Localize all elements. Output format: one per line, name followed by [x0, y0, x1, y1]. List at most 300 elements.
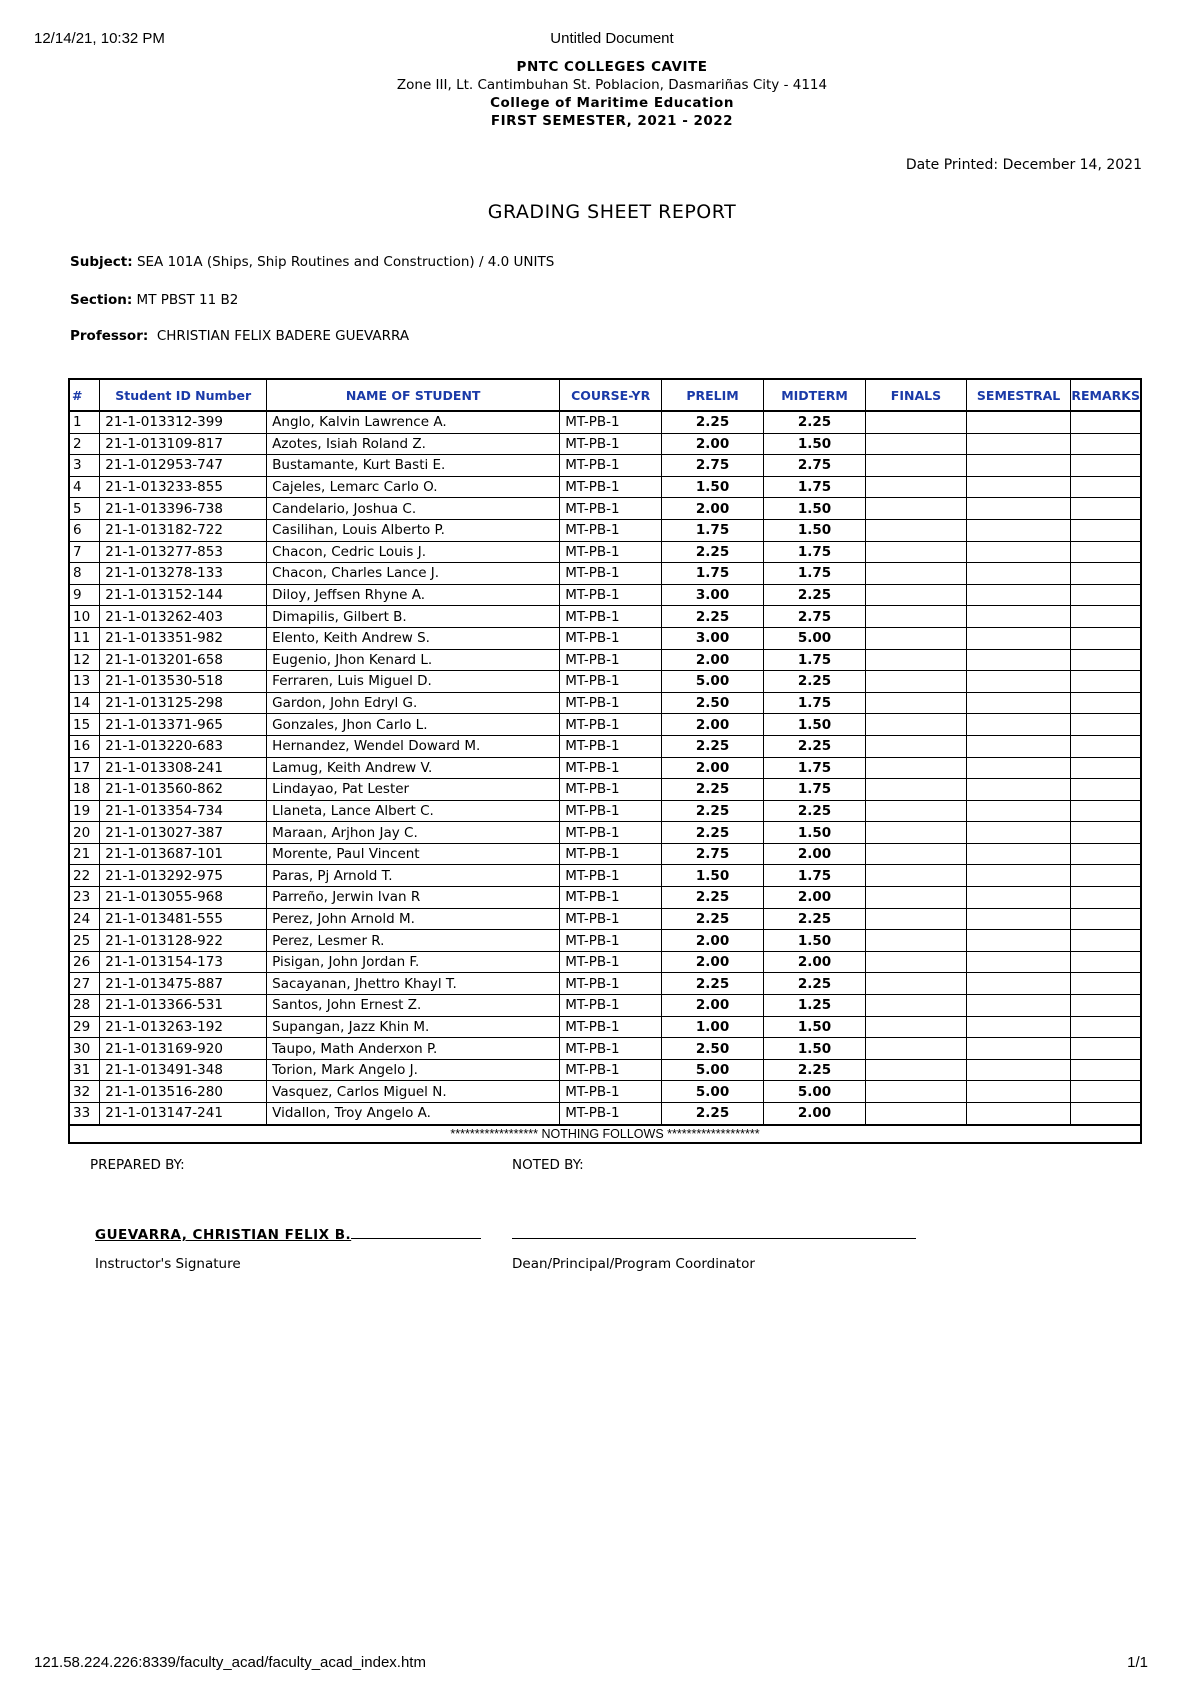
prelim-grade: 2.50 — [662, 692, 764, 714]
semestral-grade — [966, 541, 1070, 563]
nothing-follows-row — [69, 1125, 1141, 1143]
remarks — [1071, 519, 1141, 541]
remarks — [1071, 822, 1141, 844]
student-id: 21-1-013560-862 — [100, 779, 267, 801]
student-name: Maraan, Arjhon Jay C. — [267, 822, 560, 844]
student-name: Cajeles, Lemarc Carlo O. — [267, 476, 560, 498]
course-yr: MT-PB-1 — [560, 951, 662, 973]
row-number: 33 — [69, 1103, 100, 1125]
table-row — [69, 671, 1141, 693]
table-row — [69, 563, 1141, 585]
course-yr: MT-PB-1 — [560, 692, 662, 714]
course-yr: MT-PB-1 — [560, 606, 662, 628]
row-number: 24 — [69, 908, 100, 930]
course-yr: MT-PB-1 — [560, 1059, 662, 1081]
table-row — [69, 930, 1141, 952]
remarks — [1071, 951, 1141, 973]
midterm-grade: 1.75 — [763, 757, 865, 779]
student-id: 21-1-013154-173 — [100, 951, 267, 973]
table-body — [69, 411, 1141, 1125]
remarks — [1071, 1038, 1141, 1060]
semestral-grade — [966, 865, 1070, 887]
student-id: 21-1-013530-518 — [100, 671, 267, 693]
table-row — [69, 865, 1141, 887]
prelim-grade: 2.25 — [662, 606, 764, 628]
student-name: Azotes, Isiah Roland Z. — [267, 433, 560, 455]
midterm-grade: 2.25 — [763, 800, 865, 822]
header-cell: # — [69, 379, 100, 411]
midterm-grade: 2.75 — [763, 455, 865, 477]
semestral-grade — [966, 563, 1070, 585]
student-name: Pisigan, John Jordan F. — [267, 951, 560, 973]
prelim-grade: 2.00 — [662, 498, 764, 520]
table-row — [69, 1081, 1141, 1103]
midterm-grade: 1.75 — [763, 541, 865, 563]
finals-grade — [866, 822, 967, 844]
course-yr: MT-PB-1 — [560, 757, 662, 779]
student-name: Eugenio, Jhon Kenard L. — [267, 649, 560, 671]
midterm-grade: 1.50 — [763, 519, 865, 541]
finals-grade — [866, 498, 967, 520]
semestral-grade — [966, 1059, 1070, 1081]
table-row — [69, 908, 1141, 930]
finals-grade — [866, 1103, 967, 1125]
table-row — [69, 1038, 1141, 1060]
row-number: 25 — [69, 930, 100, 952]
student-name: Torion, Mark Angelo J. — [267, 1059, 560, 1081]
semestral-grade — [966, 606, 1070, 628]
midterm-grade: 2.00 — [763, 951, 865, 973]
student-id: 21-1-013169-920 — [100, 1038, 267, 1060]
table-row — [69, 649, 1141, 671]
prelim-grade: 2.50 — [662, 1038, 764, 1060]
remarks — [1071, 757, 1141, 779]
midterm-grade: 2.00 — [763, 887, 865, 909]
prelim-grade: 2.00 — [662, 930, 764, 952]
course-yr: MT-PB-1 — [560, 735, 662, 757]
prelim-grade: 2.25 — [662, 973, 764, 995]
prelim-grade: 2.25 — [662, 735, 764, 757]
semestral-grade — [966, 476, 1070, 498]
row-number: 4 — [69, 476, 100, 498]
row-number: 19 — [69, 800, 100, 822]
remarks — [1071, 455, 1141, 477]
prelim-grade: 2.25 — [662, 822, 764, 844]
row-number: 21 — [69, 843, 100, 865]
remarks — [1071, 563, 1141, 585]
midterm-grade: 2.75 — [763, 606, 865, 628]
finals-grade — [866, 541, 967, 563]
row-number: 11 — [69, 627, 100, 649]
finals-grade — [866, 649, 967, 671]
header-cell: REMARKS — [1071, 379, 1141, 411]
midterm-grade: 2.00 — [763, 1103, 865, 1125]
remarks — [1071, 735, 1141, 757]
prepared-by-label: PREPARED BY: — [90, 1157, 185, 1173]
prelim-grade: 1.75 — [662, 519, 764, 541]
row-number: 18 — [69, 779, 100, 801]
row-number: 14 — [69, 692, 100, 714]
finals-grade — [866, 1081, 967, 1103]
remarks — [1071, 908, 1141, 930]
row-number: 32 — [69, 1081, 100, 1103]
semestral-grade — [966, 779, 1070, 801]
row-number: 16 — [69, 735, 100, 757]
table-row — [69, 995, 1141, 1017]
prelim-grade: 2.25 — [662, 541, 764, 563]
remarks — [1071, 865, 1141, 887]
table-row — [69, 1103, 1141, 1125]
header-cell: NAME OF STUDENT — [267, 379, 560, 411]
student-id: 21-1-013055-968 — [100, 887, 267, 909]
row-number: 17 — [69, 757, 100, 779]
semestral-grade — [966, 584, 1070, 606]
midterm-grade: 2.25 — [763, 671, 865, 693]
page-url: 121.58.224.226:8339/faculty_acad/faculty_acad_index.htm — [34, 1654, 426, 1671]
midterm-grade: 2.25 — [763, 735, 865, 757]
prelim-grade: 2.25 — [662, 1103, 764, 1125]
midterm-grade: 1.50 — [763, 498, 865, 520]
remarks — [1071, 541, 1141, 563]
course-yr: MT-PB-1 — [560, 455, 662, 477]
student-name: Morente, Paul Vincent — [267, 843, 560, 865]
row-number: 20 — [69, 822, 100, 844]
student-id: 21-1-013278-133 — [100, 563, 267, 585]
course-yr: MT-PB-1 — [560, 930, 662, 952]
print-doc-title: Untitled Document — [550, 30, 674, 47]
section-label: Section: — [70, 292, 133, 308]
semestral-grade — [966, 908, 1070, 930]
prelim-grade: 2.00 — [662, 951, 764, 973]
row-number: 5 — [69, 498, 100, 520]
prelim-grade: 2.25 — [662, 800, 764, 822]
semestral-grade — [966, 973, 1070, 995]
finals-grade — [866, 411, 967, 433]
prelim-grade: 2.75 — [662, 455, 764, 477]
subject-value: SEA 101A (Ships, Ship Routines and Construction) / 4.0 UNITS — [136, 254, 555, 270]
row-number: 29 — [69, 1016, 100, 1038]
semestral-grade — [966, 1081, 1070, 1103]
student-name: Santos, John Ernest Z. — [267, 995, 560, 1017]
finals-grade — [866, 584, 967, 606]
student-id: 21-1-013491-348 — [100, 1059, 267, 1081]
course-yr: MT-PB-1 — [560, 973, 662, 995]
row-number: 13 — [69, 671, 100, 693]
table-row — [69, 455, 1141, 477]
semestral-grade — [966, 951, 1070, 973]
student-name: Parreño, Jerwin Ivan R — [267, 887, 560, 909]
school-header — [0, 58, 1200, 130]
student-id: 21-1-013182-722 — [100, 519, 267, 541]
table-row — [69, 692, 1141, 714]
student-name: Diloy, Jeffsen Rhyne A. — [267, 584, 560, 606]
course-yr: MT-PB-1 — [560, 584, 662, 606]
semestral-grade — [966, 498, 1070, 520]
section-value: MT PBST 11 B2 — [136, 292, 239, 308]
semestral-grade — [966, 627, 1070, 649]
instructor-name: GUEVARRA, CHRISTIAN FELIX B. — [95, 1227, 352, 1243]
header-cell: PRELIM — [662, 379, 764, 411]
semestral-grade — [966, 1103, 1070, 1125]
remarks — [1071, 779, 1141, 801]
subject-label: Subject: — [70, 254, 133, 270]
finals-grade — [866, 779, 967, 801]
noted-by-label: NOTED BY: — [512, 1157, 584, 1173]
table-row — [69, 800, 1141, 822]
semestral-grade — [966, 671, 1070, 693]
student-name: Lindayao, Pat Lester — [267, 779, 560, 801]
table-row — [69, 757, 1141, 779]
prelim-grade: 2.75 — [662, 843, 764, 865]
finals-grade — [866, 563, 967, 585]
student-id: 21-1-013687-101 — [100, 843, 267, 865]
table-row — [69, 735, 1141, 757]
student-id: 21-1-012953-747 — [100, 455, 267, 477]
course-yr: MT-PB-1 — [560, 714, 662, 736]
nothing-follows: ****************** NOTHING FOLLOWS ******************* — [69, 1125, 1141, 1143]
student-name: Candelario, Joshua C. — [267, 498, 560, 520]
course-yr: MT-PB-1 — [560, 1016, 662, 1038]
student-id: 21-1-013125-298 — [100, 692, 267, 714]
student-name: Paras, Pj Arnold T. — [267, 865, 560, 887]
prelim-grade: 2.25 — [662, 411, 764, 433]
prelim-grade: 5.00 — [662, 1081, 764, 1103]
course-yr: MT-PB-1 — [560, 411, 662, 433]
school-address: Zone III, Lt. Cantimbuhan St. Poblacion, Dasmariñas City - 4114 — [396, 77, 828, 93]
course-yr: MT-PB-1 — [560, 433, 662, 455]
table-row — [69, 519, 1141, 541]
student-name: Sacayanan, Jhettro Khayl T. — [267, 973, 560, 995]
midterm-grade: 1.50 — [763, 822, 865, 844]
header-cell: Student ID Number — [100, 379, 267, 411]
student-id: 21-1-013233-855 — [100, 476, 267, 498]
row-number: 30 — [69, 1038, 100, 1060]
finals-grade — [866, 973, 967, 995]
prelim-grade: 3.00 — [662, 584, 764, 606]
instructor-caption: Instructor's Signature — [95, 1256, 241, 1272]
table-row — [69, 843, 1141, 865]
prelim-grade: 2.00 — [662, 433, 764, 455]
finals-grade — [866, 995, 967, 1017]
prelim-grade: 5.00 — [662, 1059, 764, 1081]
student-name: Bustamante, Kurt Basti E. — [267, 455, 560, 477]
semestral-grade — [966, 714, 1070, 736]
midterm-grade: 2.25 — [763, 584, 865, 606]
prelim-grade: 5.00 — [662, 671, 764, 693]
school-name: PNTC COLLEGES CAVITE — [516, 59, 708, 75]
student-name: Ferraren, Luis Miguel D. — [267, 671, 560, 693]
prelim-grade: 2.25 — [662, 887, 764, 909]
student-id: 21-1-013027-387 — [100, 822, 267, 844]
table-row — [69, 541, 1141, 563]
finals-grade — [866, 519, 967, 541]
student-name: Taupo, Math Anderxon P. — [267, 1038, 560, 1060]
course-yr: MT-PB-1 — [560, 627, 662, 649]
student-id: 21-1-013312-399 — [100, 411, 267, 433]
dean-caption: Dean/Principal/Program Coordinator — [512, 1256, 755, 1272]
prelim-grade: 3.00 — [662, 627, 764, 649]
midterm-grade: 1.50 — [763, 433, 865, 455]
table-row — [69, 476, 1141, 498]
remarks — [1071, 1081, 1141, 1103]
remarks — [1071, 800, 1141, 822]
course-yr: MT-PB-1 — [560, 908, 662, 930]
prelim-grade: 1.75 — [662, 563, 764, 585]
midterm-grade: 1.75 — [763, 649, 865, 671]
student-name: Casilihan, Louis Alberto P. — [267, 519, 560, 541]
midterm-grade: 1.75 — [763, 692, 865, 714]
semestral-grade — [966, 735, 1070, 757]
semestral-grade — [966, 822, 1070, 844]
student-name: Perez, Lesmer R. — [267, 930, 560, 952]
course-yr: MT-PB-1 — [560, 1103, 662, 1125]
remarks — [1071, 692, 1141, 714]
prelim-grade: 2.00 — [662, 757, 764, 779]
page-number: 1/1 — [1127, 1654, 1148, 1671]
midterm-grade: 2.25 — [763, 973, 865, 995]
finals-grade — [866, 908, 967, 930]
table-row — [69, 887, 1141, 909]
course-yr: MT-PB-1 — [560, 865, 662, 887]
semestral-grade — [966, 692, 1070, 714]
semestral-grade — [966, 649, 1070, 671]
student-id: 21-1-013263-192 — [100, 1016, 267, 1038]
student-id: 21-1-013371-965 — [100, 714, 267, 736]
row-number: 27 — [69, 973, 100, 995]
row-number: 26 — [69, 951, 100, 973]
finals-grade — [866, 1016, 967, 1038]
section-line — [70, 292, 238, 308]
course-yr: MT-PB-1 — [560, 887, 662, 909]
course-yr: MT-PB-1 — [560, 822, 662, 844]
student-name: Dimapilis, Gilbert B. — [267, 606, 560, 628]
finals-grade — [866, 887, 967, 909]
college-name: College of Maritime Education — [490, 95, 734, 111]
professor-line — [70, 328, 409, 344]
remarks — [1071, 973, 1141, 995]
finals-grade — [866, 951, 967, 973]
prelim-grade: 2.00 — [662, 714, 764, 736]
student-name: Gardon, John Edryl G. — [267, 692, 560, 714]
semestral-grade — [966, 411, 1070, 433]
remarks — [1071, 411, 1141, 433]
remarks — [1071, 671, 1141, 693]
course-yr: MT-PB-1 — [560, 498, 662, 520]
student-name: Hernandez, Wendel Doward M. — [267, 735, 560, 757]
report-title: GRADING SHEET REPORT — [487, 201, 737, 223]
header-cell: COURSE-YR — [560, 379, 662, 411]
student-id: 21-1-013366-531 — [100, 995, 267, 1017]
midterm-grade: 1.25 — [763, 995, 865, 1017]
finals-grade — [866, 433, 967, 455]
student-id: 21-1-013481-555 — [100, 908, 267, 930]
course-yr: MT-PB-1 — [560, 476, 662, 498]
finals-grade — [866, 1038, 967, 1060]
semestral-grade — [966, 800, 1070, 822]
row-number: 3 — [69, 455, 100, 477]
table-row — [69, 973, 1141, 995]
header-cell: FINALS — [866, 379, 967, 411]
remarks — [1071, 498, 1141, 520]
midterm-grade: 5.00 — [763, 627, 865, 649]
remarks — [1071, 1059, 1141, 1081]
semestral-grade — [966, 455, 1070, 477]
remarks — [1071, 714, 1141, 736]
prelim-grade: 2.00 — [662, 649, 764, 671]
midterm-grade: 1.75 — [763, 779, 865, 801]
prelim-grade: 1.00 — [662, 1016, 764, 1038]
prelim-grade: 2.00 — [662, 995, 764, 1017]
table-row — [69, 1059, 1141, 1081]
dean-signature-line — [512, 1227, 916, 1243]
row-number: 8 — [69, 563, 100, 585]
prelim-grade: 1.50 — [662, 865, 764, 887]
finals-grade — [866, 757, 967, 779]
semestral-grade — [966, 995, 1070, 1017]
midterm-grade: 2.25 — [763, 908, 865, 930]
finals-grade — [866, 800, 967, 822]
midterm-grade: 1.50 — [763, 1016, 865, 1038]
remarks — [1071, 930, 1141, 952]
remarks — [1071, 1103, 1141, 1125]
remarks — [1071, 433, 1141, 455]
course-yr: MT-PB-1 — [560, 1038, 662, 1060]
row-number: 10 — [69, 606, 100, 628]
finals-grade — [866, 735, 967, 757]
student-id: 21-1-013201-658 — [100, 649, 267, 671]
course-yr: MT-PB-1 — [560, 519, 662, 541]
prelim-grade: 2.25 — [662, 779, 764, 801]
grading-table — [68, 378, 1142, 1144]
table-header-row — [69, 379, 1141, 411]
signature-underline — [512, 1237, 916, 1239]
remarks — [1071, 606, 1141, 628]
finals-grade — [866, 1059, 967, 1081]
row-number: 9 — [69, 584, 100, 606]
course-yr: MT-PB-1 — [560, 1081, 662, 1103]
professor-value: CHRISTIAN FELIX BADERE GUEVARRA — [156, 328, 410, 344]
table-row — [69, 779, 1141, 801]
remarks — [1071, 649, 1141, 671]
semestral-grade — [966, 1038, 1070, 1060]
table-row — [69, 411, 1141, 433]
finals-grade — [866, 865, 967, 887]
row-number: 31 — [69, 1059, 100, 1081]
midterm-grade: 5.00 — [763, 1081, 865, 1103]
student-id: 21-1-013128-922 — [100, 930, 267, 952]
semestral-grade — [966, 433, 1070, 455]
finals-grade — [866, 476, 967, 498]
finals-grade — [866, 930, 967, 952]
student-id: 21-1-013147-241 — [100, 1103, 267, 1125]
remarks — [1071, 584, 1141, 606]
prelim-grade: 1.50 — [662, 476, 764, 498]
remarks — [1071, 627, 1141, 649]
course-yr: MT-PB-1 — [560, 563, 662, 585]
student-id: 21-1-013262-403 — [100, 606, 267, 628]
date-printed: Date Printed: December 14, 2021 — [905, 157, 1142, 173]
table-row — [69, 627, 1141, 649]
table-row — [69, 822, 1141, 844]
finals-grade — [866, 455, 967, 477]
student-name: Supangan, Jazz Khin M. — [267, 1016, 560, 1038]
course-yr: MT-PB-1 — [560, 671, 662, 693]
midterm-grade: 1.75 — [763, 563, 865, 585]
semester: FIRST SEMESTER, 2021 - 2022 — [490, 113, 734, 129]
midterm-grade: 2.25 — [763, 411, 865, 433]
student-name: Vasquez, Carlos Miguel N. — [267, 1081, 560, 1103]
student-id: 21-1-013475-887 — [100, 973, 267, 995]
